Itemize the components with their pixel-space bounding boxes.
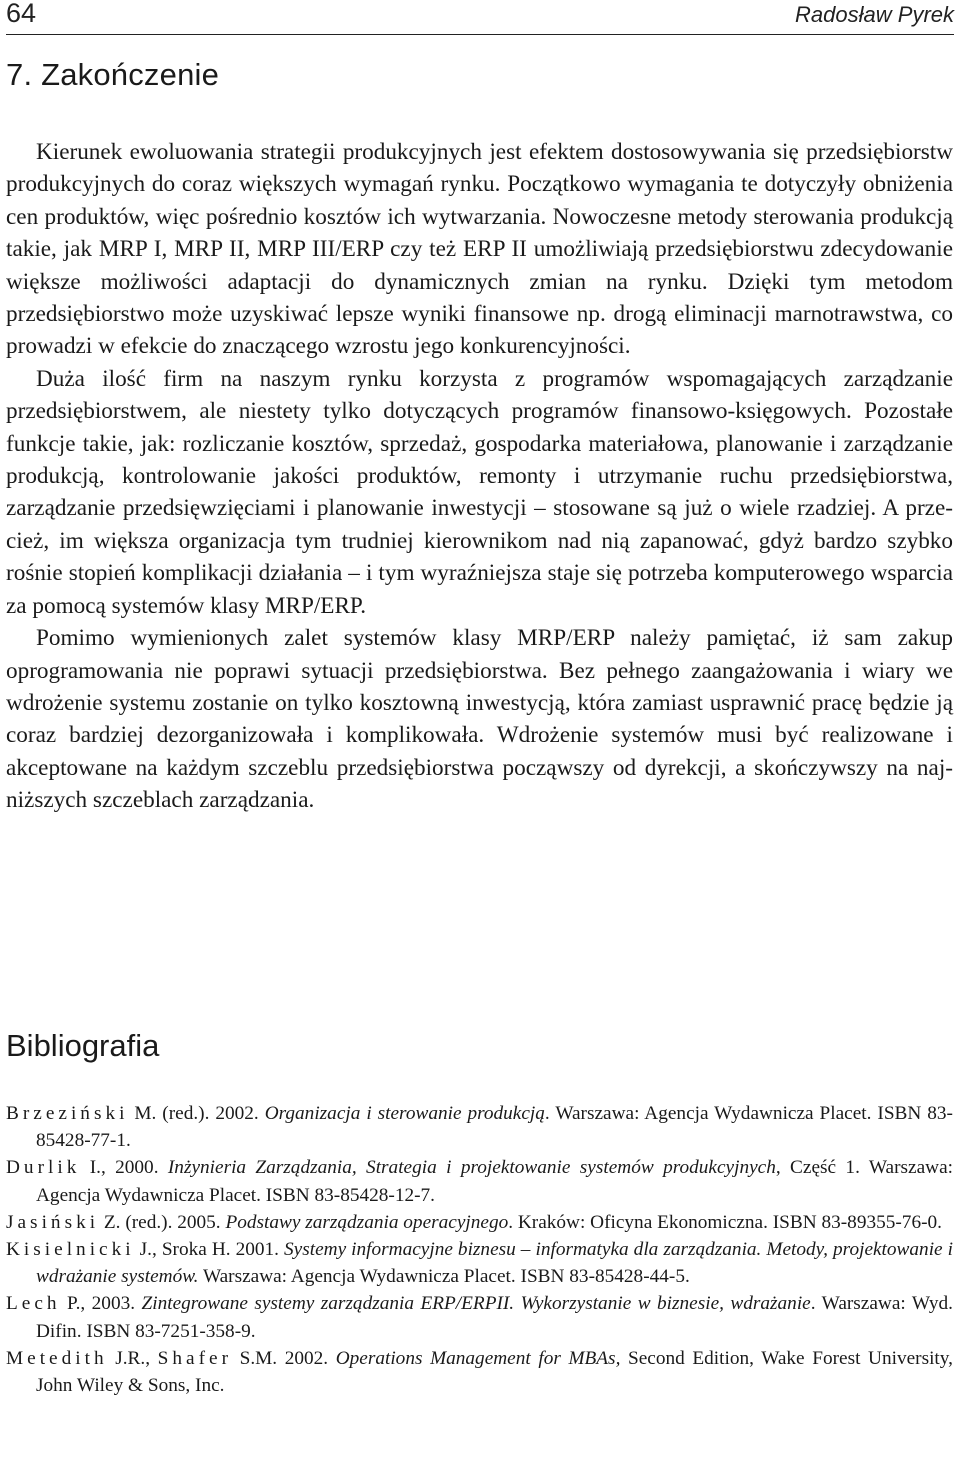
body-paragraph: Kierunek ewoluowania strategii produkcyjnych jest efektem dostosowywania się przedsiębiorstw produkcyjnych do coraz większych wymagań rynku. Początkowo wymagania te dotyczyły obniżenia cen produktów, więc pośrednio kosztów ich wytwarzania. Nowoczesne metody sterowania produkcją takie, jak MRP I, MRP II, MRP III/ERP czy też ERP II umożliwiają przedsiębiorstwu zdecydowanie większe możliwości adaptacji do dynamicznych zmian na rynku. Dzięki tym metodom przedsiębiorstwo może uzyskiwać lepsze wyniki finansowe np. drogą eliminacji marnotrawstwa, co prowadzi w efekcie do znaczącego wzrostu jego konkurencyjności.	[6, 139, 953, 360]
entry-author: Kisielnicki	[6, 1239, 135, 1261]
entry-author: Lech	[6, 1293, 61, 1315]
entry-initials: M. (red.). 2002.	[128, 1103, 265, 1124]
entry-title: Podstawy zarządzania operacyjnego	[225, 1211, 509, 1233]
entry-publication: . Warszawa: Agencja Wydawnicza Placet. ISBN 83-85428-77-1.	[36, 1103, 953, 1152]
entry-publication: . Kraków: Oficyna Ekonomiczna. ISBN 83-89355-76-0.	[508, 1211, 942, 1233]
entry-coauthor: Shafer	[157, 1347, 232, 1369]
entry-publication: . Warszawa: Wyd. Difin. ISBN 83-7251-358-9.	[36, 1293, 954, 1342]
page-number: 64	[6, 0, 37, 28]
entry-author: Brzeziński	[6, 1103, 129, 1124]
section-body	[6, 136, 953, 817]
bibliography-entry	[6, 1100, 953, 1154]
entry-initials: Z. (red.). 2005.	[99, 1211, 226, 1233]
bibliography-entry	[6, 1290, 953, 1344]
entry-coauthor-initials: S.M. 2002.	[232, 1347, 336, 1369]
bibliography-entry	[6, 1154, 953, 1208]
body-paragraph: Duża ilość firm na naszym rynku korzysta z programów wspomagających zarządzanie przedsiębiorstwem, ale niestety tylko dotyczących programów finansowo-księgowych. Pozostałe funkcje takie, jak: rozliczanie kosztów, sprzedaż, gospodarka materiałowa, planowanie i zarządzanie produkcją, kontrolowanie jakości produktów, remonty i utrzymanie ruchu przedsiębiorstwa, zarządzanie przedsięwzięciami i planowanie inwestycji – stosowane są już o wiele rzadziej. A przecież, im większa organizacja tym trudniej kierownikom nad nią zapanować, gdyż bardzo szybko rośnie stopień komplikacji działania – i tym wyraźniejsza staje się potrzeba komputerowego wsparcia za pomocą systemów klasy MRP/ERP.	[6, 365, 953, 619]
entry-author: Jasiński	[6, 1211, 100, 1233]
bibliography-heading: Bibliografia	[6, 1028, 160, 1063]
entry-title: Inżynieria Zarządzania, Strategia i projektowanie systemów produkcyjnych	[167, 1157, 776, 1179]
entry-title: Systemy informacyjne biznesu – informatyka dla zarządzania. Metody, projektowanie i wdrażanie systemów.	[36, 1239, 953, 1288]
running-header-author: Radosław Pyrek	[795, 2, 954, 27]
body-paragraph: Pomimo wymienionych zalet systemów klasy MRP/ERP należy pamiętać, iż sam zakup oprogramowania nie poprawi sytuacji przedsiębiorstwa. Bez pełnego zaangażowania i wiary we wdrożenie systemu zostanie on tylko kosztowną inwestycją, która zamiast usprawnić pracę będzie ją coraz bardziej dezorganizowała i komplikowała. Wdrożenie systemów musi być realizowane i akceptowane na każdym szczeblu przedsiębiorstwa począwszy od dyrekcji, a skończywszy na najniższych szczeblach zarządzania.	[6, 625, 953, 814]
running-header	[6, 0, 954, 35]
bibliography-list	[6, 1100, 953, 1399]
entry-publication: , Część 1. Warszawa: Agencja Wydawnicza Placet. ISBN 83-85428-12-7.	[36, 1157, 953, 1206]
bibliography-entry	[6, 1209, 953, 1236]
entry-initials: J.R.,	[107, 1347, 158, 1369]
entry-title: Operations Management for MBAs,	[335, 1347, 621, 1369]
entry-title: Zintegrowane systemy zarządzania ERP/ERPII. Wykorzystanie w biznesie, wdrażanie	[141, 1293, 811, 1315]
bibliography-entry	[6, 1236, 953, 1290]
entry-author: Metedith	[6, 1347, 108, 1369]
entry-initials: J., Sroka H. 2001.	[134, 1239, 285, 1261]
entry-author: Durlik	[6, 1157, 81, 1179]
entry-publication: Warszawa: Agencja Wydawnicza Placet. ISBN 83-85428-44-5.	[198, 1266, 690, 1288]
entry-initials: I., 2000.	[80, 1157, 168, 1179]
entry-publication: Second Edition, Wake Forest University, John Wiley & Sons, Inc.	[36, 1347, 953, 1397]
entry-title: Organizacja i sterowanie produkcją	[264, 1103, 545, 1124]
entry-initials: P., 2003.	[60, 1293, 142, 1315]
bibliography-entry	[6, 1345, 953, 1399]
section-heading: 7. Zakończenie	[6, 57, 220, 92]
